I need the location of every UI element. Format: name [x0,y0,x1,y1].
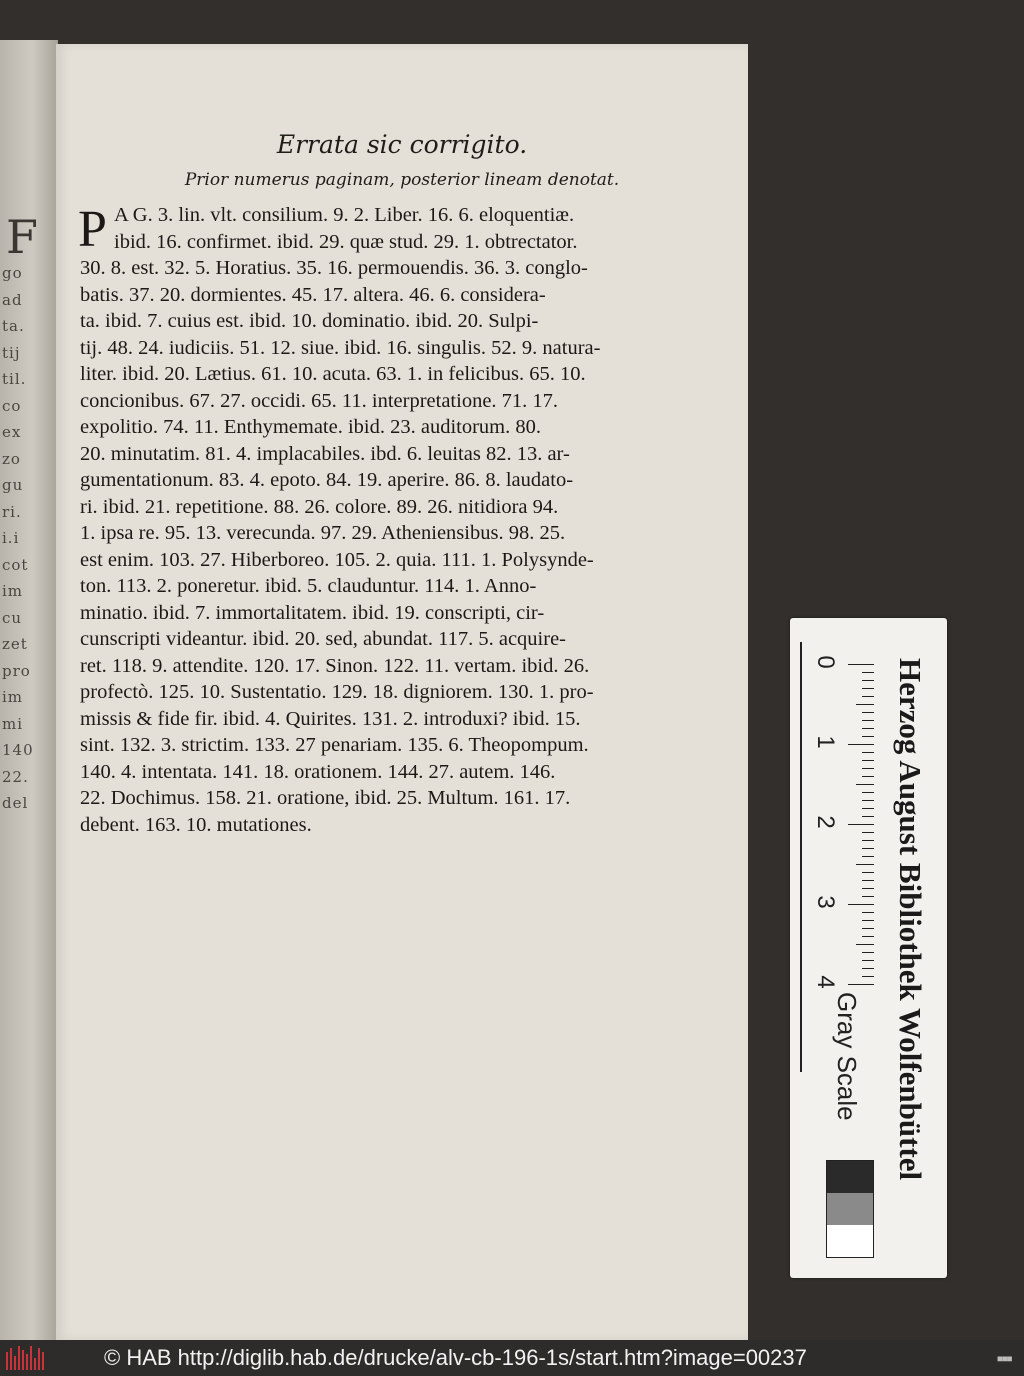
grayscale-swatches [826,1160,874,1258]
grayscale-swatch [827,1225,873,1257]
errata-line: ret. 118. 9. attendite. 120. 17. Sinon. 122. 11. vertam. ibid. 26. [80,654,590,677]
previous-page-fragment: gu [2,476,24,494]
errata-line: ri. ibid. 21. repetitione. 88. 26. colore. 89. 26. nitidiora 94. [80,495,559,518]
grayscale-label [822,992,872,1152]
errata-line: profectò. 125. 10. Sustentatio. 129. 18. digniorem. 130. 1. pro- [80,681,594,703]
ruler-tick [862,736,874,737]
ruler-tick [856,864,874,865]
ruler-tick [862,816,874,817]
ruler-tick [848,824,874,825]
errata-line: 22. Dochimus. 158. 21. oratione, ibid. 25. Multum. 161. 17. [80,787,571,809]
ruler-number: 0 [812,655,839,669]
color-scale-card [790,618,947,1278]
errata-line: batis. 37. 20. dormientes. 45. 17. altera. 46. 6. considera- [80,283,546,306]
previous-page-fragment: zet [2,635,28,653]
previous-page-fragment: co [2,396,22,415]
ruler-tick [862,872,874,873]
ruler-tick [848,744,874,745]
ruler-tick [862,832,874,833]
errata-line: 20. minutatim. 81. 4. implacabiles. ibd. 6. leuitas 82. 13. ar- [80,442,570,465]
page-subtitle: Prior numerus paginam, posterior lineam denotat. [184,170,620,190]
ruler-tick [856,784,874,785]
previous-page-fragment: cot [2,555,29,574]
ruler-tick [862,880,874,881]
errata-line: A G. 3. lin. vlt. consilium. 9. 2. Liber. 16. 6. eloquentiæ. [114,204,575,226]
ruler-tick [862,968,874,969]
ruler-tick [862,912,874,913]
grayscale-label-text: Gray Scale [832,992,862,1121]
errata-lines [80,202,640,838]
library-brand [886,658,934,1258]
previous-page-edge [0,40,58,1340]
ruler-tick [862,920,874,921]
ruler-tick [862,960,874,961]
ruler-tick [848,904,874,905]
grayscale-swatch [827,1193,873,1225]
errata-line: 30. 8. est. 32. 5. Horatius. 35. 16. permouendis. 36. 3. conglo- [80,257,588,279]
previous-page-fragment: i.i [2,529,20,547]
previous-page-fragment: pro [2,661,31,680]
ruler-tick [862,752,874,753]
ruler-number: 2 [812,815,839,829]
errata-line: ibid. 16. confirmet. ibid. 29. quæ stud. 29. 1. obtrectator. [114,230,578,253]
previous-page-fragment: del [2,794,29,812]
ruler-tick [862,680,874,681]
previous-page-fragment: tij [2,343,21,362]
ruler-tick [862,792,874,793]
ruler-tick [848,664,874,665]
errata-line: sint. 132. 3. strictim. 133. 27 penariam. 135. 6. Theopompum. [80,734,589,756]
ruler-tick [862,768,874,769]
errata-line: liter. ibid. 20. Lætius. 61. 10. acuta. 63. 1. in felicibus. 65. 10. [80,363,586,385]
book-page [56,44,748,1340]
previous-page-fragment: ad [2,290,23,309]
errata-line: ton. 113. 2. poneretur. ibid. 5. clauduntur. 114. 1. Anno- [80,575,537,597]
ruler-tick [856,704,874,705]
ruler-number: 3 [812,895,839,909]
ruler-tick [862,928,874,929]
errata-line: cunscripti videantur. ibid. 20. sed, abundat. 117. 5. acquire- [80,628,566,650]
previous-page-initial: F [6,210,38,264]
errata-line: ta. ibid. 7. cuius est. ibid. 10. dominatio. ibid. 20. Sulpi- [80,310,539,332]
previous-page-fragment: 140 [2,741,34,759]
ruler-tick [862,720,874,721]
ruler-tick [848,984,874,985]
errata-line: gumentationum. 83. 4. epoto. 84. 19. aperire. 86. 8. laudato- [80,469,574,491]
errata-line: concionibus. 67. 27. occidi. 65. 11. interpretatione. 71. 17. [80,389,559,412]
previous-page-fragment: cu [2,608,23,627]
ruler-tick [862,688,874,689]
errata-line: 1. ipsa re. 95. 13. verecunda. 97. 29. Atheniensibus. 98. 25. [80,522,566,544]
ruler-tick [862,800,874,801]
previous-page-fragment: 22. [2,767,29,786]
errata-line: debent. 163. 10. mutationes. [80,813,312,836]
ruler-tick [862,896,874,897]
errata-line: missis & fide fir. ibid. 4. Quirites. 131. 2. introduxi? ibid. 15. [80,707,581,730]
ruler-tick [862,936,874,937]
ruler-tick [862,808,874,809]
errata-line: expolitio. 74. 11. Enthymemate. ibid. 23. auditorum. 80. [80,416,541,438]
ruler-tick [862,696,874,697]
footer-copyright-url[interactable]: © HAB http://diglib.hab.de/drucke/alv-cb-196-1s/start.htm?image=00237 [104,1345,807,1370]
ruler-tick [862,728,874,729]
ruler-tick [862,760,874,761]
ruler-tick [862,888,874,889]
ruler-tick [862,856,874,857]
previous-page-fragment: ex [2,423,22,441]
ruler-tick [856,944,874,945]
page-title: Errata sic corrigito. [276,130,528,159]
errata-line: tij. 48. 24. iudiciis. 51. 12. siue. ibid. 16. singulis. 52. 9. natura- [80,336,601,359]
errata-line: minatio. ibid. 7. immortalitatem. ibid. 19. conscripti, cir- [80,601,545,624]
footer-dots-icon: ■■■ [997,1354,1012,1363]
ruler-tick [862,672,874,673]
hab-logo-icon [6,1346,46,1370]
previous-page-fragment: go [2,264,23,282]
footer-bar [0,1340,1024,1376]
ruler-tick [862,952,874,953]
previous-page-fragment: ri. [2,502,22,521]
ruler-number: 1 [812,735,839,749]
ruler-tick [862,712,874,713]
library-brand-text: Herzog August Bibliothek Wolfenbüttel [893,658,928,1181]
previous-page-fragment: mi [2,714,24,733]
previous-page-fragment: im [2,582,24,600]
ruler-tick [862,776,874,777]
drop-cap: P [78,201,107,258]
previous-page-fragment: im [2,688,24,706]
ruler-number: 4 [812,975,839,989]
previous-page-fragment: ta. [2,317,25,335]
ruler-tick [862,976,874,977]
errata-line: est enim. 103. 27. Hiberboreo. 105. 2. quia. 111. 1. Polysynde- [80,548,594,571]
ruler-tick [862,840,874,841]
previous-page-fragment: zo [2,449,21,468]
previous-page-fragment: til. [2,370,27,388]
errata-line: 140. 4. intentata. 141. 18. orationem. 144. 27. autem. 146. [80,760,556,783]
grayscale-swatch [827,1161,873,1193]
errata-body [80,202,640,838]
ruler-tick [862,848,874,849]
